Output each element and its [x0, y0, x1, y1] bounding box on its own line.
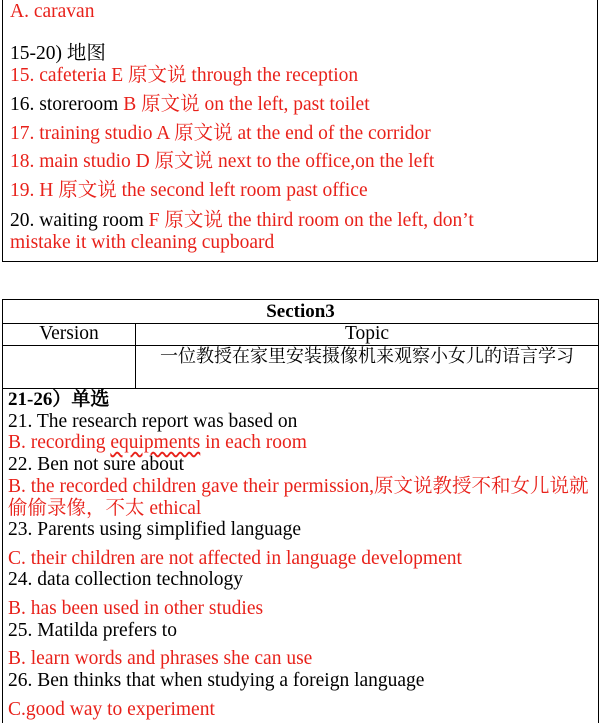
answer-23: C. their children are not affected in language development [8, 548, 462, 569]
item-19 [10, 180, 368, 202]
version-cell [3, 346, 136, 389]
question-23: 23. Parents using simplified language [8, 519, 301, 540]
item-15 [10, 65, 358, 87]
item-19-text: 19. H 原文说 the second left room past office [10, 180, 368, 201]
answer-22: B. the recorded children gave their permission,原文说教授不和女儿说就偷偷录像，不太 ethical [8, 476, 589, 519]
item-20 [10, 210, 474, 232]
section3-table [2, 299, 599, 723]
answer-24: B. has been used in other studies [8, 598, 264, 619]
topic-cell: 一位教授在家里安装摄像机来观察小女儿的语言学习 [136, 346, 598, 389]
item-20-answer-line2: mistake it with cleaning cupboard [10, 232, 275, 253]
item-18-answer: D 原文说 next to the office,on the left [130, 151, 435, 172]
item-15-prefix: 15. cafeteria [10, 65, 107, 86]
mc-heading: 21-26）单选 [8, 389, 110, 410]
item-17 [10, 123, 431, 145]
section3-title: Section3 [3, 300, 598, 324]
answer-26: C.good way to experiment [8, 699, 215, 720]
question-25: 25. Matilda prefers to [8, 620, 177, 641]
item-16-answer: B 原文说 on the left, past toilet [118, 94, 370, 115]
item-17-prefix: 17. training studio [10, 123, 153, 144]
topic-header: Topic [136, 323, 598, 346]
answer-25: B. learn words and phrases she can use [8, 648, 313, 669]
answer-21 [8, 432, 307, 454]
item-16 [10, 94, 370, 116]
item-17-answer: A 原文说 at the end of the corridor [152, 123, 431, 144]
item-16-prefix: 16. storeroom [10, 94, 119, 115]
item-18 [10, 151, 434, 173]
item-20-prefix: 20. waiting room [10, 210, 144, 231]
map-answers-box [2, 0, 598, 262]
version-header: Version [3, 323, 136, 346]
question-24: 24. data collection technology [8, 569, 244, 590]
answer-21-post: in each room [200, 432, 307, 453]
question-26: 26. Ben thinks that when studying a foreign language [8, 670, 425, 691]
item-18-prefix: 18. main studio [10, 151, 131, 172]
question-21: 21. The research report was based on [8, 411, 298, 432]
answer-21-wavy: equipments [110, 432, 201, 453]
item-15-answer: E 原文说 through the reception [106, 65, 359, 86]
question-22: 22. Ben not sure about [8, 454, 185, 475]
answer-a-caravan: A. caravan [10, 1, 95, 22]
map-heading: 15-20) 地图 [10, 43, 106, 64]
answer-21-pre: B. recording [8, 432, 111, 453]
item-20-answer-line1: F 原文说 the third room on the left, don’t [143, 210, 474, 231]
